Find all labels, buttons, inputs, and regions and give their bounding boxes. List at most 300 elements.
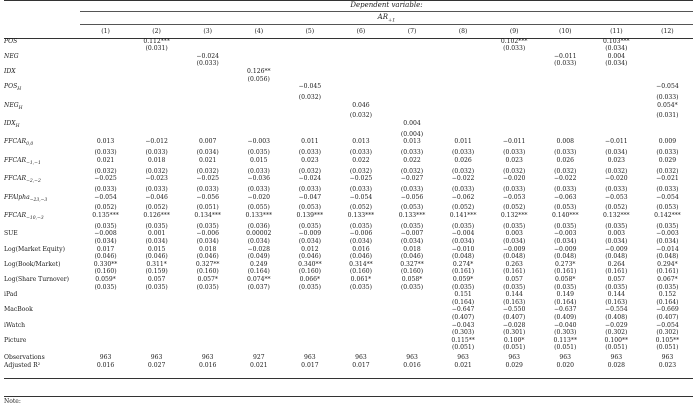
standard-error-row bbox=[4, 314, 693, 322]
coefficient-cell: 0.021 bbox=[198, 156, 217, 164]
coefficient-cell bbox=[80, 68, 131, 76]
standard-error-cell: (0.034) bbox=[605, 60, 628, 68]
standard-error-cell: (0.032) bbox=[298, 93, 321, 101]
standard-error-cell: (0.035) bbox=[400, 283, 424, 291]
coefficient-cell: 0.274* bbox=[452, 260, 474, 268]
coefficient-cell bbox=[233, 337, 284, 345]
coefficient-cell: 0.017 bbox=[96, 245, 115, 253]
coefficient-cell bbox=[131, 68, 182, 76]
row-label-blank bbox=[4, 238, 80, 246]
coefficient-cell bbox=[540, 68, 591, 76]
coefficient-cell: −0.045 bbox=[298, 83, 322, 91]
standard-error-cell: (0.035) bbox=[349, 222, 373, 230]
row-label: $IDX_H$ bbox=[4, 119, 20, 130]
standard-error-cell bbox=[233, 45, 284, 53]
summary-cell: 0.028 bbox=[607, 361, 626, 369]
standard-error-cell: (0.052) bbox=[451, 204, 475, 212]
standard-error-cell: (0.160) bbox=[349, 268, 373, 276]
coefficient-cell: −0.008 bbox=[94, 230, 117, 238]
coefficient-cell bbox=[80, 83, 131, 94]
row-label-blank bbox=[4, 329, 80, 337]
standard-error-cell: (0.032) bbox=[400, 167, 424, 175]
standard-error-cell bbox=[438, 60, 489, 68]
coefficient-cell: 0.144 bbox=[607, 291, 626, 299]
standard-error-cell: (0.033) bbox=[503, 149, 526, 157]
standard-error-cell bbox=[335, 314, 386, 322]
row-label: iPad bbox=[4, 291, 18, 299]
coefficient-cell: −0.003 bbox=[247, 138, 271, 146]
coefficient-cell: −0.022 bbox=[451, 175, 475, 183]
coefficient-cell bbox=[284, 68, 335, 76]
coefficient-cell bbox=[284, 337, 335, 345]
standard-error-cell bbox=[80, 344, 131, 352]
standard-error-cell: (0.035) bbox=[298, 283, 321, 291]
coefficient-cell bbox=[131, 53, 182, 61]
standard-error-cell: (0.052) bbox=[503, 204, 526, 212]
summary-cell: 0.021 bbox=[454, 361, 472, 369]
coefficient-cell: 0.004 bbox=[403, 119, 421, 127]
standard-error-cell: (0.031) bbox=[145, 45, 168, 53]
standard-error-cell bbox=[540, 45, 591, 53]
coefficient-cell: 0.132*** bbox=[500, 212, 528, 219]
standard-error-row bbox=[4, 149, 693, 157]
coefficient-cell: −0.022 bbox=[553, 175, 577, 183]
standard-error-cell: (0.034) bbox=[554, 238, 577, 245]
summary-cell: 963 bbox=[610, 353, 623, 361]
standard-error-cell: (0.033) bbox=[451, 149, 475, 157]
coefficient-cell bbox=[642, 38, 693, 46]
standard-error-row bbox=[4, 131, 693, 139]
coefficient-cell: −0.003 bbox=[656, 230, 679, 238]
coefficient-cell: 0.013 bbox=[96, 138, 115, 146]
coefficient-cell bbox=[540, 83, 591, 94]
standard-error-cell bbox=[80, 76, 131, 84]
coefficient-cell bbox=[386, 291, 437, 299]
coefficient-cell: 0.057* bbox=[197, 275, 218, 283]
standard-error-cell: (0.046) bbox=[400, 253, 424, 261]
coefficient-cell bbox=[335, 38, 386, 46]
standard-error-cell: (0.033) bbox=[196, 60, 219, 68]
row-label-blank bbox=[4, 299, 80, 307]
coefficient-cell bbox=[80, 120, 131, 131]
bottom-rule bbox=[4, 396, 693, 397]
coefficient-cell: −0.637 bbox=[553, 306, 577, 314]
standard-error-cell: (0.033) bbox=[145, 149, 168, 157]
standard-error-cell bbox=[80, 45, 131, 53]
standard-error-cell bbox=[540, 112, 591, 120]
row-label-blank bbox=[4, 94, 80, 102]
standard-error-cell bbox=[489, 76, 540, 84]
standard-error-row bbox=[4, 112, 693, 120]
standard-error-cell: (0.046) bbox=[94, 253, 117, 261]
column-header: (10) bbox=[558, 28, 572, 35]
coefficient-cell bbox=[489, 102, 540, 113]
standard-error-row bbox=[4, 284, 693, 292]
standard-error-cell bbox=[233, 60, 284, 68]
coefficient-cell: 0.004 bbox=[607, 52, 626, 60]
standard-error-cell bbox=[131, 299, 182, 307]
coefficient-cell: −0.040 bbox=[553, 321, 577, 329]
coefficient-cell: 0.026 bbox=[454, 156, 472, 164]
standard-error-cell: (0.032) bbox=[554, 167, 577, 175]
standard-error-cell: (0.035) bbox=[349, 283, 373, 291]
row-label: $POS_H$ bbox=[4, 83, 22, 93]
coefficient-cell: −0.020 bbox=[247, 193, 271, 201]
coefficient-cell: −0.025 bbox=[94, 175, 117, 183]
standard-error-cell bbox=[386, 344, 437, 352]
coefficient-cell: 0.126*** bbox=[143, 212, 170, 219]
standard-error-cell bbox=[80, 94, 131, 102]
coefficient-cell bbox=[591, 102, 642, 113]
row-label-blank bbox=[4, 253, 80, 261]
standard-error-cell: (0.035) bbox=[656, 283, 679, 291]
standard-error-cell bbox=[80, 60, 131, 68]
standard-error-row bbox=[4, 94, 693, 102]
coefficient-cell: −0.011 bbox=[553, 52, 577, 60]
standard-error-cell bbox=[591, 131, 642, 139]
coefficient-cell bbox=[489, 68, 540, 76]
coefficient-cell bbox=[386, 38, 437, 46]
coefficient-cell: −0.053 bbox=[605, 193, 628, 201]
standard-error-cell: (0.033) bbox=[247, 167, 270, 175]
coefficient-cell: 0.021 bbox=[96, 156, 115, 164]
coefficient-cell: −0.056 bbox=[196, 193, 219, 201]
coefficient-cell bbox=[182, 102, 233, 113]
coefficient-cell: 0.142*** bbox=[654, 212, 681, 219]
coefficient-cell: 0.011 bbox=[301, 138, 319, 146]
standard-error-cell: (0.034) bbox=[196, 238, 219, 245]
standard-error-cell: (0.048) bbox=[554, 253, 577, 261]
coefficient-cell: −0.023 bbox=[145, 175, 168, 183]
coefficient-cell: 0.023 bbox=[505, 156, 523, 164]
coefficient-cell: 0.264 bbox=[607, 260, 626, 268]
standard-error-cell bbox=[335, 94, 386, 102]
coefficient-cell: −0.024 bbox=[298, 175, 322, 183]
standard-error-cell: (0.032) bbox=[656, 167, 679, 175]
standard-error-cell bbox=[80, 112, 131, 120]
coefficient-cell: −0.014 bbox=[656, 245, 679, 253]
coefficient-cell bbox=[284, 53, 335, 61]
coefficient-cell: 0.149 bbox=[556, 291, 574, 299]
standard-error-cell: (0.032) bbox=[349, 112, 373, 120]
standard-error-cell bbox=[80, 299, 131, 307]
coefficient-cell bbox=[131, 120, 182, 131]
summary-cell: 0.017 bbox=[301, 361, 319, 369]
standard-error-cell: (0.053) bbox=[298, 204, 321, 212]
coefficient-cell bbox=[80, 102, 131, 113]
coefficient-cell bbox=[182, 38, 233, 46]
summary-cell: 0.016 bbox=[403, 361, 421, 369]
standard-error-cell: (0.407) bbox=[451, 313, 475, 321]
coefficient-cell: 0.132*** bbox=[603, 212, 630, 219]
body-end-rule bbox=[4, 378, 693, 379]
standard-error-row bbox=[4, 186, 693, 194]
coefficient-cell bbox=[591, 120, 642, 131]
row-label-blank bbox=[4, 168, 80, 176]
standard-error-cell bbox=[233, 314, 284, 322]
standard-error-cell bbox=[80, 329, 131, 337]
coefficient-cell bbox=[335, 322, 386, 330]
coefficient-cell bbox=[489, 83, 540, 94]
coefficient-cell bbox=[540, 102, 591, 113]
coefficient-cell bbox=[182, 322, 233, 330]
coefficient-cell: 0.026 bbox=[556, 156, 574, 164]
coefficient-cell: −0.047 bbox=[298, 193, 322, 201]
coefficient-cell: 0.057 bbox=[607, 275, 626, 283]
standard-error-cell bbox=[233, 112, 284, 120]
row-label-blank bbox=[4, 112, 80, 120]
standard-error-cell: (0.053) bbox=[656, 204, 679, 212]
column-header: (3) bbox=[203, 28, 213, 35]
standard-error-cell: (0.052) bbox=[349, 204, 373, 212]
coefficient-cell: 0.015 bbox=[250, 156, 268, 164]
coefficient-cell: −0.063 bbox=[553, 193, 577, 201]
standard-error-cell bbox=[131, 131, 182, 139]
coefficient-cell: 0.273* bbox=[554, 260, 576, 268]
coefficient-cell bbox=[233, 53, 284, 61]
standard-error-cell: (0.301) bbox=[503, 329, 526, 337]
coefficient-row bbox=[4, 291, 693, 299]
coefficient-cell: 0.263 bbox=[505, 260, 523, 268]
column-headers bbox=[4, 28, 693, 38]
coefficient-cell: 0.018 bbox=[147, 156, 166, 164]
coefficient-cell bbox=[386, 306, 437, 314]
column-header: (7) bbox=[407, 28, 417, 35]
standard-error-cell bbox=[182, 131, 233, 139]
coefficient-cell: −0.024 bbox=[196, 52, 219, 60]
standard-error-cell: (0.035) bbox=[503, 222, 526, 230]
row-label: iWatch bbox=[4, 321, 26, 329]
coefficient-cell bbox=[131, 322, 182, 330]
standard-error-cell bbox=[642, 131, 693, 139]
coefficient-cell: 0.115** bbox=[451, 336, 475, 344]
coefficient-cell bbox=[284, 291, 335, 299]
standard-error-cell: (0.034) bbox=[247, 238, 270, 245]
coefficient-cell: −0.029 bbox=[605, 321, 628, 329]
coefficient-cell bbox=[131, 291, 182, 299]
standard-error-cell: (0.036) bbox=[247, 222, 270, 230]
standard-error-cell: (0.033) bbox=[554, 60, 577, 68]
standard-error-cell: (0.161) bbox=[554, 268, 577, 276]
row-label-blank bbox=[4, 284, 80, 292]
row-label-blank bbox=[4, 60, 80, 68]
standard-error-cell: (0.034) bbox=[400, 238, 424, 245]
coefficient-cell bbox=[182, 291, 233, 299]
coefficient-cell: −0.006 bbox=[196, 230, 219, 238]
standard-error-cell: (0.032) bbox=[349, 167, 373, 175]
standard-error-cell: (0.046) bbox=[298, 253, 321, 261]
coefficient-cell: 0.022 bbox=[403, 156, 421, 164]
coefficient-cell: 0.012 bbox=[301, 245, 319, 253]
standard-error-cell bbox=[489, 131, 540, 139]
standard-error-cell: (0.033) bbox=[656, 149, 679, 157]
row-label-blank bbox=[4, 268, 80, 276]
coefficient-cell bbox=[591, 68, 642, 76]
row-label-blank bbox=[4, 223, 80, 231]
standard-error-cell: (0.049) bbox=[247, 253, 270, 261]
standard-error-cell bbox=[642, 45, 693, 53]
standard-error-cell bbox=[540, 76, 591, 84]
standard-error-cell: (0.032) bbox=[451, 167, 475, 175]
standard-error-cell: (0.052) bbox=[94, 204, 117, 212]
standard-error-cell: (0.034) bbox=[196, 149, 219, 157]
coefficient-cell: 0.003 bbox=[607, 230, 626, 238]
summary-cell: 963 bbox=[508, 353, 520, 361]
standard-error-cell bbox=[182, 45, 233, 53]
standard-error-cell: (0.034) bbox=[298, 238, 321, 245]
coefficient-cell bbox=[438, 38, 489, 46]
coefficient-cell: −0.003 bbox=[553, 230, 577, 238]
coefficient-row bbox=[4, 276, 693, 284]
coefficient-cell bbox=[489, 120, 540, 131]
column-rule bbox=[80, 24, 693, 25]
coefficient-cell bbox=[284, 120, 335, 131]
standard-error-cell bbox=[386, 314, 437, 322]
coefficient-row bbox=[4, 120, 693, 131]
row-label-blank bbox=[4, 45, 80, 53]
standard-error-cell: (0.160) bbox=[196, 268, 219, 276]
coefficient-cell: 0.139*** bbox=[296, 212, 324, 219]
regression-table bbox=[4, 28, 693, 369]
coefficient-row bbox=[4, 306, 693, 314]
row-label: $FFCAR_{-2,-2}$ bbox=[4, 175, 41, 185]
coefficient-row bbox=[4, 230, 693, 238]
standard-error-cell bbox=[80, 131, 131, 139]
coefficient-cell bbox=[233, 120, 284, 131]
standard-error-cell: (0.055) bbox=[247, 204, 270, 212]
column-header: (6) bbox=[356, 28, 366, 35]
standard-error-cell bbox=[335, 344, 386, 352]
standard-error-cell bbox=[233, 329, 284, 337]
standard-error-cell: (0.409) bbox=[554, 313, 577, 321]
coefficient-cell bbox=[591, 83, 642, 94]
coefficient-row bbox=[4, 138, 693, 149]
coefficient-cell: 0.00002 bbox=[246, 230, 272, 238]
table-body bbox=[4, 38, 693, 370]
standard-error-cell: (0.033) bbox=[349, 186, 373, 193]
standard-error-cell: (0.051) bbox=[656, 344, 679, 352]
coefficient-cell: 0.058* bbox=[401, 275, 423, 283]
coefficient-row bbox=[4, 175, 693, 186]
coefficient-cell bbox=[335, 83, 386, 94]
standard-error-cell bbox=[182, 94, 233, 102]
coefficient-cell: 0.003 bbox=[505, 230, 523, 238]
summary-cell: 0.021 bbox=[250, 361, 268, 369]
coefficient-cell: 0.074** bbox=[247, 275, 271, 283]
coefficient-cell bbox=[386, 337, 437, 345]
standard-error-cell: (0.035) bbox=[554, 283, 577, 291]
standard-error-cell: (0.161) bbox=[451, 268, 475, 276]
standard-error-cell: (0.163) bbox=[503, 298, 526, 306]
coefficient-row bbox=[4, 102, 693, 113]
coefficient-cell bbox=[284, 322, 335, 330]
standard-error-cell: (0.161) bbox=[605, 268, 628, 276]
standard-error-cell: (0.035) bbox=[94, 283, 117, 291]
coefficient-cell bbox=[233, 102, 284, 113]
standard-error-cell bbox=[386, 45, 437, 53]
summary-cell: 963 bbox=[406, 353, 418, 361]
coefficient-row bbox=[4, 261, 693, 269]
row-label: $FFCAR_{-1,-1}$ bbox=[4, 156, 41, 166]
standard-error-cell: (0.032) bbox=[503, 167, 526, 175]
column-header: (12) bbox=[661, 28, 674, 35]
standard-error-cell: (0.033) bbox=[400, 149, 424, 157]
standard-error-cell: (0.033) bbox=[400, 186, 424, 193]
coefficient-cell: 0.103*** bbox=[603, 37, 630, 45]
coefficient-cell: −0.046 bbox=[145, 193, 168, 201]
coefficient-cell: −0.054 bbox=[656, 193, 679, 201]
coefficient-cell bbox=[182, 68, 233, 76]
dependent-variable-name: $AR_{+1}$ bbox=[377, 13, 396, 24]
standard-error-cell: (0.053) bbox=[554, 204, 577, 212]
standard-error-cell: (0.033) bbox=[94, 149, 117, 157]
coefficient-cell: 0.015 bbox=[147, 245, 166, 253]
standard-error-cell: (0.035) bbox=[503, 283, 526, 291]
coefficient-row bbox=[4, 322, 693, 330]
coefficient-cell: −0.021 bbox=[656, 175, 679, 183]
standard-error-cell: (0.033) bbox=[554, 149, 577, 157]
standard-error-cell: (0.035) bbox=[196, 283, 219, 291]
caption-rule bbox=[80, 11, 693, 12]
coefficient-cell: −0.004 bbox=[451, 230, 475, 238]
column-header: (11) bbox=[610, 28, 623, 35]
standard-error-cell bbox=[591, 94, 642, 102]
standard-error-cell bbox=[182, 314, 233, 322]
standard-error-cell: (0.033) bbox=[94, 186, 117, 193]
standard-error-row bbox=[4, 76, 693, 84]
coefficient-cell: 0.058* bbox=[554, 275, 576, 283]
standard-error-cell bbox=[591, 76, 642, 84]
header-stub bbox=[4, 28, 80, 38]
coefficient-row bbox=[4, 194, 693, 205]
row-label: IDX bbox=[4, 67, 16, 75]
coefficient-cell bbox=[386, 102, 437, 113]
standard-error-cell bbox=[182, 112, 233, 120]
standard-error-cell bbox=[438, 131, 489, 139]
standard-error-cell: (0.033) bbox=[605, 186, 628, 193]
standard-error-cell bbox=[386, 329, 437, 337]
standard-error-cell bbox=[233, 94, 284, 102]
coefficient-cell bbox=[335, 291, 386, 299]
coefficient-cell bbox=[335, 53, 386, 61]
row-label-blank bbox=[4, 344, 80, 352]
standard-error-cell: (0.004) bbox=[400, 130, 424, 138]
standard-error-cell bbox=[284, 60, 335, 68]
standard-error-cell: (0.033) bbox=[247, 186, 270, 193]
coefficient-cell: 0.314** bbox=[349, 260, 373, 268]
coefficient-cell: 0.057 bbox=[505, 275, 523, 283]
coefficient-cell: 0.327** bbox=[195, 260, 220, 268]
standard-error-cell: (0.034) bbox=[605, 149, 628, 157]
coefficient-cell: −0.020 bbox=[605, 175, 628, 183]
coefficient-cell: −0.025 bbox=[196, 175, 219, 183]
summary-cell: 963 bbox=[661, 353, 674, 361]
coefficient-cell bbox=[438, 120, 489, 131]
coefficient-cell: 0.018 bbox=[403, 245, 421, 253]
standard-error-row bbox=[4, 344, 693, 352]
summary-row bbox=[4, 362, 693, 370]
coefficient-cell bbox=[131, 306, 182, 314]
row-label: $NEG_H$ bbox=[4, 101, 23, 111]
coefficient-cell: 0.023 bbox=[607, 156, 626, 164]
coefficient-cell bbox=[80, 291, 131, 299]
standard-error-cell bbox=[182, 329, 233, 337]
coefficient-row bbox=[4, 246, 693, 254]
standard-error-cell bbox=[335, 329, 386, 337]
standard-error-cell: (0.051) bbox=[451, 344, 475, 352]
coefficient-cell: 0.066* bbox=[299, 275, 321, 283]
standard-error-cell bbox=[284, 76, 335, 84]
